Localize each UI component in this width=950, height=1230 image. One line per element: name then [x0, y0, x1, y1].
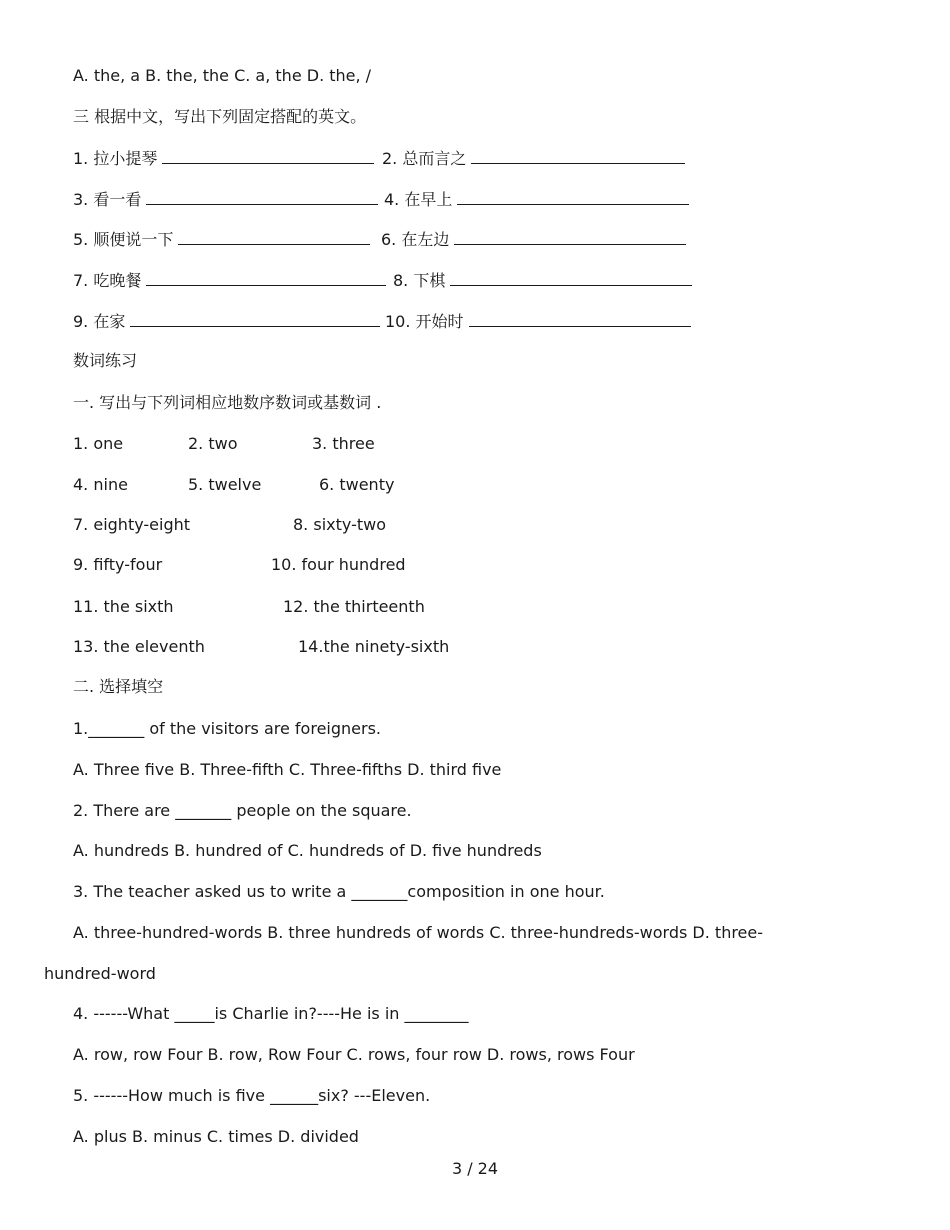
number-item: 5. twelve [188, 475, 262, 494]
answer-blank [471, 148, 685, 164]
question-3-options-continued: hundred-word [44, 964, 156, 983]
number-item: 12. the thirteenth [283, 597, 425, 616]
question-4: 4. ------What _____is Charlie in?----He is in ________ [73, 1004, 469, 1023]
question-2: 2. There are _______ people on the square. [73, 801, 412, 820]
answer-blank [454, 229, 686, 245]
phrase-prompt: 6. 在左边 [381, 230, 450, 249]
phrase-prompt: 9. 在家 [73, 312, 126, 331]
answer-blank [457, 189, 689, 205]
number-item: 8. sixty-two [293, 515, 386, 534]
question-3: 3. The teacher asked us to write a _______composition in one hour. [73, 882, 605, 901]
question-3-options: A. three-hundred-words B. three hundreds of words C. three-hundreds-words D. three- [73, 923, 764, 942]
phrase-prompt: 4. 在早上 [384, 190, 453, 209]
exercise-heading-ordinal-cardinal: 一. 写出与下列词相应地数序数词或基数词 . [73, 393, 382, 412]
answer-blank [162, 148, 374, 164]
question-4-options: A. row, row Four B. row, Row Four C. rows, four row D. rows, rows Four [73, 1045, 635, 1064]
question-5-options: A. plus B. minus C. times D. divided [73, 1127, 359, 1146]
question-1-options: A. Three five B. Three-fifth C. Three-fifths D. third five [73, 760, 502, 779]
question-2-options: A. hundreds B. hundred of C. hundreds of D. five hundreds [73, 841, 542, 860]
number-item: 3. three [312, 434, 375, 453]
section-heading-numerals: 数词练习 [73, 351, 138, 370]
number-item: 11. the sixth [73, 597, 174, 616]
number-item: 7. eighty-eight [73, 515, 191, 534]
phrase-prompt: 7. 吃晚餐 [73, 271, 142, 290]
number-item: 1. one [73, 434, 124, 453]
number-item: 9. fifty-four [73, 555, 163, 574]
number-item: 10. four hundred [271, 555, 406, 574]
page-number: 3 / 24 [451, 1159, 499, 1178]
phrase-prompt: 1. 拉小提琴 [73, 149, 158, 168]
phrase-prompt: 2. 总而言之 [382, 149, 467, 168]
phrase-prompt: 5. 顺便说一下 [73, 230, 174, 249]
exercise-heading-multiple-choice: 二. 选择填空 [73, 677, 164, 696]
number-item: 6. twenty [319, 475, 395, 494]
question-5: 5. ------How much is five ______six? ---Eleven. [73, 1086, 431, 1105]
answer-blank [146, 270, 386, 286]
number-item: 14.the ninety-sixth [298, 637, 450, 656]
number-item: 13. the eleventh [73, 637, 205, 656]
answer-blank [450, 270, 692, 286]
phrase-prompt: 3. 看一看 [73, 190, 142, 209]
answer-options-prev: A. the, a B. the, the C. a, the D. the, / [73, 66, 372, 85]
answer-blank [146, 189, 378, 205]
phrase-prompt: 8. 下棋 [393, 271, 446, 290]
answer-blank [178, 229, 370, 245]
phrase-prompt: 10. 开始时 [385, 312, 464, 331]
section-heading-phrases: 三 根据中文，写出下列固定搭配的英文。 [73, 107, 367, 126]
question-1: 1._______ of the visitors are foreigners. [73, 719, 381, 738]
number-item: 4. nine [73, 475, 128, 494]
answer-blank [469, 311, 691, 327]
answer-blank [130, 311, 380, 327]
number-item: 2. two [188, 434, 238, 453]
